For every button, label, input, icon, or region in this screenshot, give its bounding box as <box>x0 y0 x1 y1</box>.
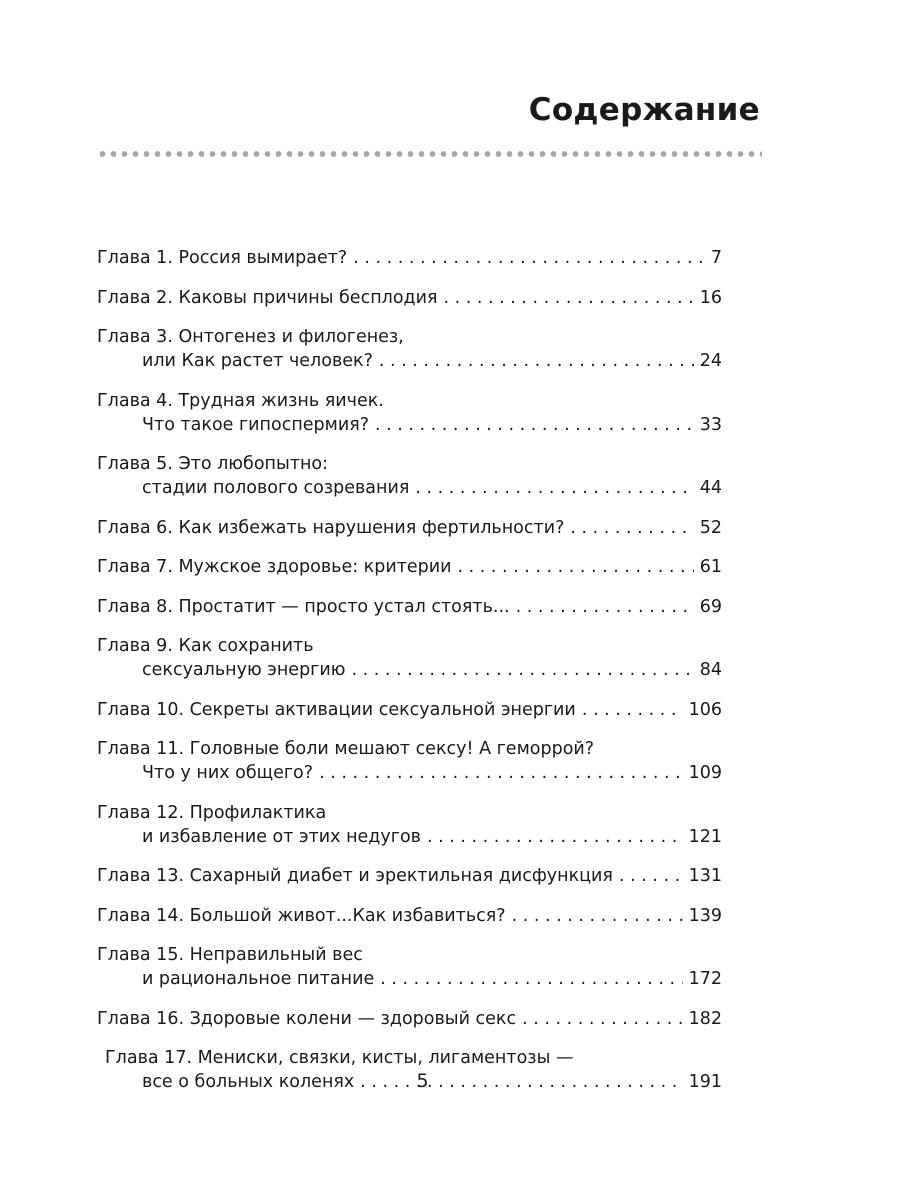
toc-entry-title: Глава 13. Сахарный диабет и эректильная дисфункция <box>97 866 613 886</box>
toc-page-number: 106 <box>688 699 722 720</box>
toc-entry-title: Глава 1. Россия вымирает? <box>97 248 348 268</box>
toc-entry[interactable] <box>97 389 722 437</box>
toc-page-number: 172 <box>688 969 722 989</box>
toc-page-number: 7 <box>710 248 722 268</box>
toc-entry-title: Глава 8. Простатит — просто устал стоять... <box>97 596 510 617</box>
dot-leader <box>375 413 694 437</box>
toc-page-number: 182 <box>688 1008 722 1029</box>
toc-entry[interactable] <box>97 452 722 500</box>
toc-entry[interactable] <box>97 516 722 540</box>
toc-page-number: 44 <box>699 478 722 498</box>
toc-entry[interactable] <box>97 864 722 888</box>
toc-entry-title: Глава 4. Трудная жизнь яичек. <box>97 390 384 411</box>
dot-leader <box>570 516 693 540</box>
toc-page-number: 52 <box>699 517 722 538</box>
dot-leader <box>582 698 683 722</box>
toc-page-number: 84 <box>699 660 722 680</box>
page-number: 5 <box>416 1070 429 1092</box>
toc-entry[interactable] <box>97 286 722 310</box>
toc-page-number: 16 <box>699 287 722 308</box>
toc-page-number: 191 <box>688 1072 722 1092</box>
toc-entry-title: Глава 14. Большой живот...Как избавиться? <box>97 905 506 926</box>
dot-leader <box>427 825 683 849</box>
toc-page-number: 139 <box>688 905 722 926</box>
toc-page-number: 69 <box>699 596 722 617</box>
toc-page-number: 109 <box>688 763 722 783</box>
dotted-divider <box>97 150 762 158</box>
dot-leader <box>619 864 683 888</box>
table-of-contents <box>97 246 722 1110</box>
toc-page-number: 61 <box>699 557 722 577</box>
toc-entry-subtitle: и рациональное питание <box>142 969 375 989</box>
dot-leader <box>353 246 705 270</box>
toc-entry[interactable] <box>97 1007 722 1031</box>
toc-entry-subtitle: все о больных коленях <box>142 1072 355 1092</box>
dot-leader <box>516 595 694 619</box>
toc-entry[interactable] <box>97 904 722 928</box>
dot-leader <box>351 658 693 682</box>
toc-page-number: 24 <box>699 351 722 371</box>
toc-entry[interactable] <box>97 737 722 785</box>
toc-entry-title: Глава 5. Это любопытно: <box>97 454 329 474</box>
toc-entry[interactable] <box>97 801 722 849</box>
toc-entry[interactable] <box>97 943 722 991</box>
toc-page-number: 33 <box>699 414 722 435</box>
toc-entry-title: Глава 12. Профилактика <box>97 802 327 823</box>
toc-entry-title: Глава 6. Как избежать нарушения фертильности? <box>97 517 565 538</box>
toc-entry[interactable] <box>97 595 722 619</box>
toc-entry-title: Глава 10. Секреты активации сексуальной энергии <box>97 699 576 720</box>
toc-entry-title: Глава 11. Головные боли мешают сексу! А геморрой? <box>97 739 595 759</box>
dot-leader <box>522 1007 682 1031</box>
toc-entry-title: Глава 3. Онтогенез и филогенез, <box>97 327 404 347</box>
dot-leader <box>379 349 694 373</box>
dot-leader <box>512 904 683 928</box>
toc-entry-subtitle: стадии полового созревания <box>142 478 410 498</box>
page-title: Содержание <box>528 92 760 128</box>
toc-entry[interactable] <box>97 555 722 579</box>
toc-entry-title: Глава 15. Неправильный вес <box>97 945 363 965</box>
dot-leader <box>458 555 694 579</box>
toc-page-number: 131 <box>688 866 722 886</box>
toc-entry[interactable] <box>97 325 722 373</box>
toc-entry-title: Глава 9. Как сохранить <box>97 636 314 656</box>
toc-entry-title: Глава 7. Мужское здоровье: критерии <box>97 557 452 577</box>
toc-entry[interactable] <box>97 698 722 722</box>
toc-entry-subtitle: или Как растет человек? <box>142 351 373 371</box>
toc-page-number: 121 <box>688 826 722 847</box>
dot-leader <box>415 476 693 500</box>
toc-entry-title: Глава 2. Каковы причины бесплодия <box>97 287 438 308</box>
toc-entry-subtitle: сексуальную энергию <box>142 660 346 680</box>
toc-entry[interactable] <box>97 634 722 682</box>
toc-entry-subtitle: Что такое гипоспермия? <box>142 414 370 435</box>
dot-leader <box>380 967 682 991</box>
dot-leader <box>319 761 683 785</box>
toc-entry[interactable] <box>97 246 722 270</box>
toc-entry-title: Глава 17. Мениски, связки, кисты, лигаментозы — <box>105 1048 574 1068</box>
toc-entry-title: Глава 16. Здоровые колени — здоровый секс <box>97 1008 517 1029</box>
dot-leader <box>444 286 694 310</box>
toc-entry-subtitle: Что у них общего? <box>142 763 314 783</box>
toc-entry-subtitle: и избавление от этих недугов <box>142 826 421 847</box>
